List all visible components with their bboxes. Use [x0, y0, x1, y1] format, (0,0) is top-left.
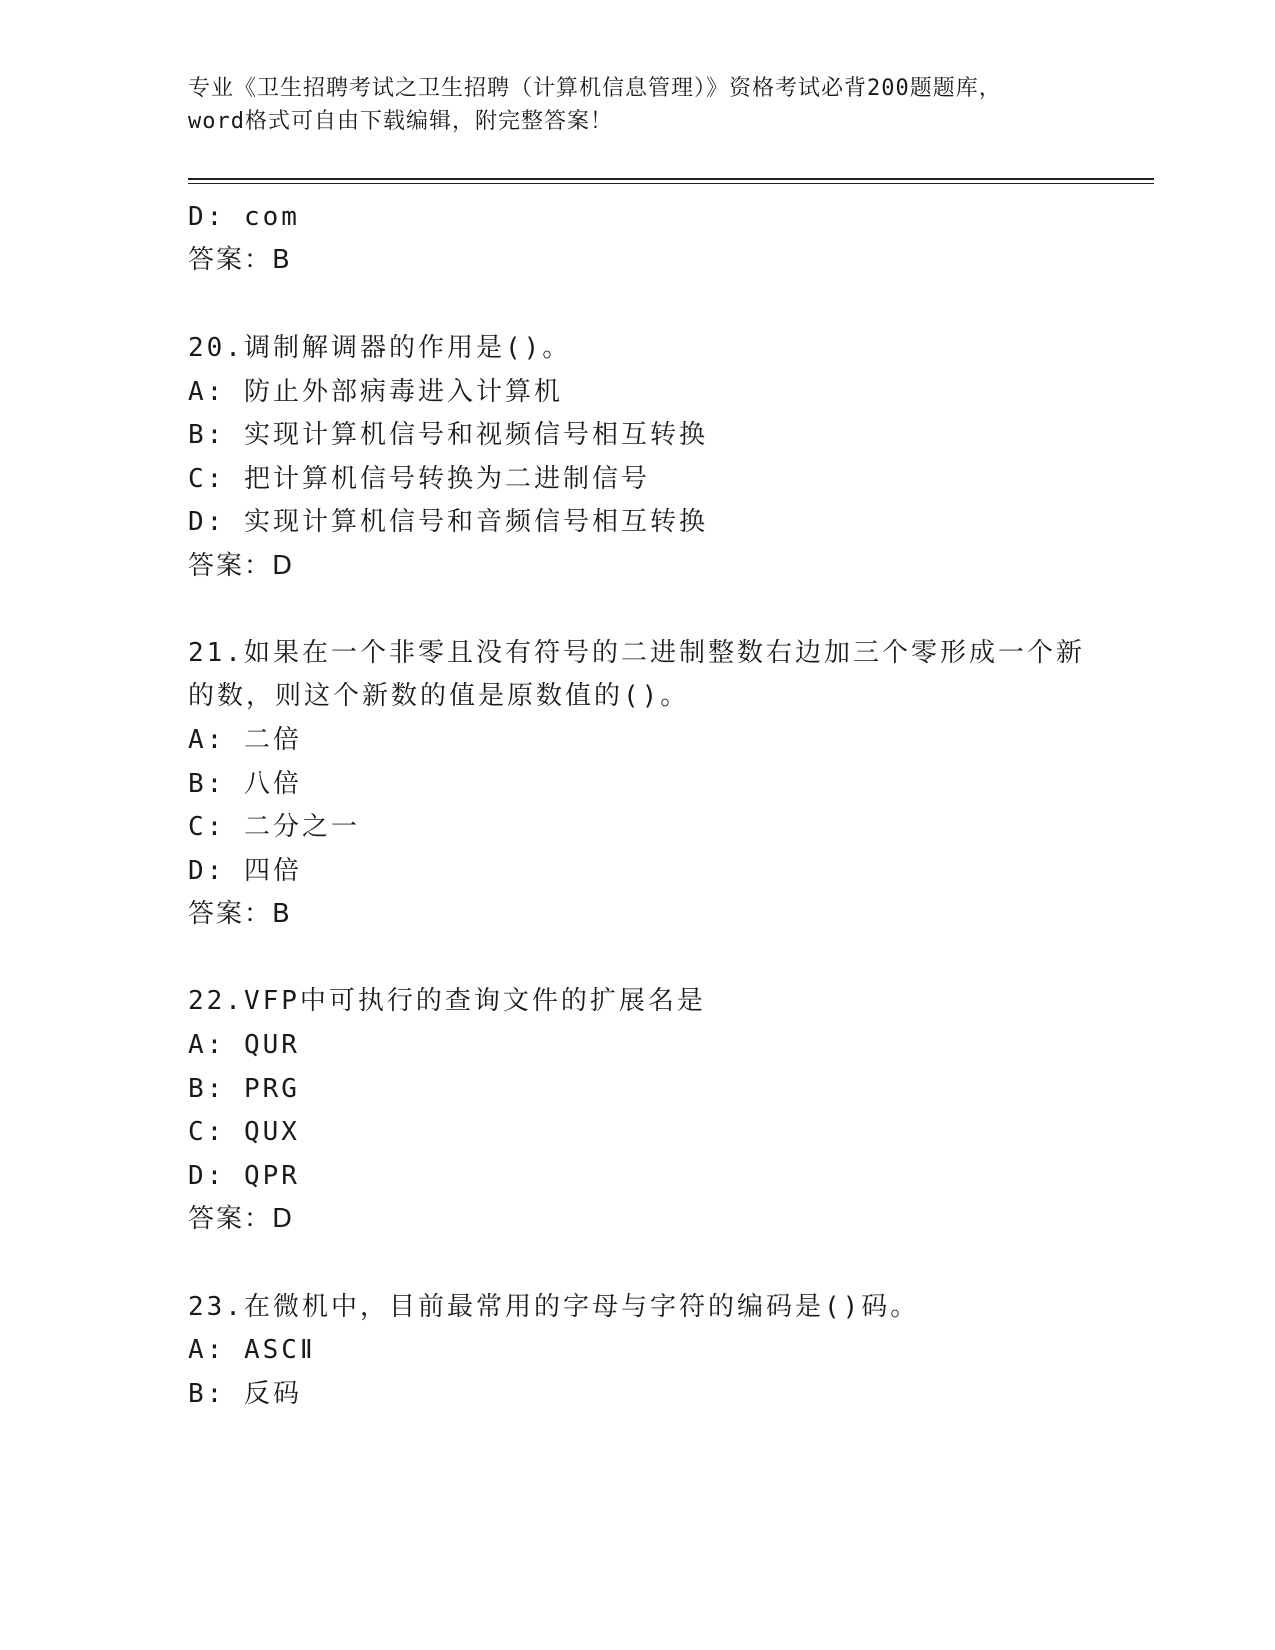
- option-line: A: 二倍: [188, 725, 302, 755]
- question-line: 的数，则这个新数的值是原数值的()。: [188, 681, 690, 711]
- option-line: D: com: [188, 202, 300, 232]
- document-header: [188, 72, 1088, 138]
- question-line: 21.如果在一个非零且没有符号的二进制整数右边加三个零形成一个新: [188, 638, 1085, 668]
- answer-line: 答案：B: [188, 899, 292, 929]
- option-line: D: 实现计算机信号和音频信号相互转换: [188, 507, 708, 537]
- question-line: 22.VFP中可执行的查询文件的扩展名是: [188, 986, 706, 1016]
- answer-line: 答案：D: [188, 1204, 295, 1234]
- option-line: D: 四倍: [188, 856, 302, 886]
- option-line: A: ASCⅡ: [188, 1335, 316, 1365]
- header-line-2: word格式可自由下载编辑，附完整答案！: [188, 109, 613, 134]
- question-line: 23.在微机中，目前最常用的字母与字符的编码是()码。: [188, 1292, 920, 1322]
- option-line: D: QPR: [188, 1161, 300, 1191]
- option-line: C: QUX: [188, 1117, 300, 1147]
- header-line-1: 专业《卫生招聘考试之卫生招聘（计算机信息管理）》资格考试必背200题题库，: [188, 76, 1002, 101]
- option-line: B: 实现计算机信号和视频信号相互转换: [188, 420, 708, 450]
- option-line: B: 八倍: [188, 769, 302, 799]
- option-line: B: PRG: [188, 1074, 300, 1104]
- answer-line: 答案：B: [188, 245, 292, 275]
- header-divider-top: [188, 178, 1154, 180]
- option-line: C: 把计算机信号转换为二进制信号: [188, 464, 650, 494]
- question-line: 20.调制解调器的作用是()。: [188, 333, 572, 363]
- option-line: A: QUR: [188, 1030, 300, 1060]
- header-divider-bottom: [188, 183, 1154, 184]
- option-line: B: 反码: [188, 1379, 302, 1409]
- option-line: A: 防止外部病毒进入计算机: [188, 377, 563, 407]
- option-line: C: 二分之一: [188, 812, 360, 842]
- answer-line: 答案：D: [188, 551, 295, 581]
